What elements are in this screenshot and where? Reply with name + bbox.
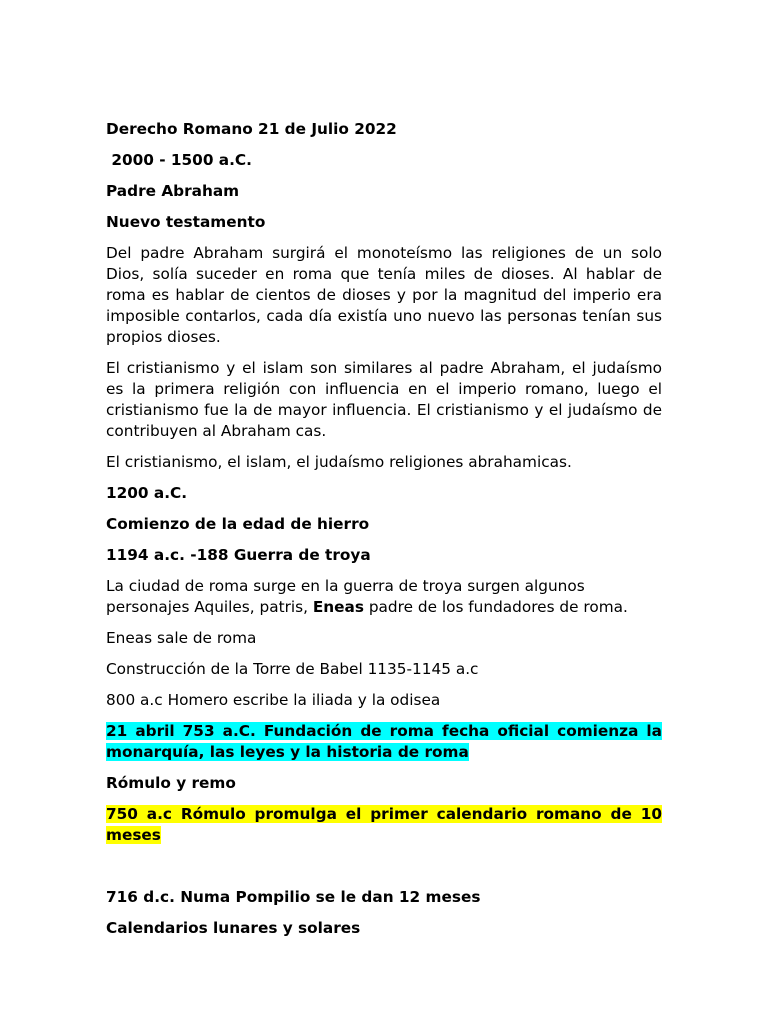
highlight-fundacion-text: 21 abril 753 a.C. Fundación de roma fecha oficial comienza la monarquía, las leyes y la historia de roma xyxy=(106,722,662,761)
paragraph-cristianismo: El cristianismo y el islam son similares al padre Abraham, el judaísmo es la primera religión con influencia en el imperio romano, luego el cristianismo fue la de mayor influencia. El cristianismo y el judaísmo de contribuyen al Abraham cas. xyxy=(106,359,662,440)
paragraph-babel: Construcción de la Torre de Babel 1135-1145 a.c xyxy=(106,660,479,678)
paragraph-eneas: Eneas sale de roma xyxy=(106,629,257,647)
heading-numa-pompilio: 716 d.c. Numa Pompilio se le dan 12 meses xyxy=(106,888,481,906)
paragraph-abrahamicas: El cristianismo, el islam, el judaísmo religiones abrahamicas. xyxy=(106,453,572,471)
date-range-heading: 2000 - 1500 a.C. xyxy=(106,151,252,169)
highlight-calendario xyxy=(106,804,662,846)
heading-edad-hierro: Comienzo de la edad de hierro xyxy=(106,515,370,533)
heading-romulo-remo: Rómulo y remo xyxy=(106,774,236,792)
paragraph-troya-start: La ciudad de roma surge en la guerra de troya surgen algunos personajes Aquiles, patris, xyxy=(106,577,585,616)
paragraph-troya xyxy=(106,576,662,618)
paragraph-homero: 800 a.c Homero escribe la iliada y la odisea xyxy=(106,691,441,709)
heading-nuevo-testamento: Nuevo testamento xyxy=(106,213,266,231)
highlight-fundacion xyxy=(106,721,662,763)
heading-calendarios: Calendarios lunares y solares xyxy=(106,919,361,937)
heading-1200: 1200 a.C. xyxy=(106,484,188,502)
highlight-calendario-text: 750 a.c Rómulo promulga el primer calendario romano de 10 meses xyxy=(106,805,662,844)
blank-line xyxy=(106,856,662,877)
document-title: Derecho Romano 21 de Julio 2022 xyxy=(106,120,397,138)
paragraph-troya-eneas: Eneas xyxy=(312,598,364,616)
document-page xyxy=(106,119,662,949)
heading-guerra-troya: 1194 a.c. -188 Guerra de troya xyxy=(106,546,371,564)
paragraph-monoteismo: Del padre Abraham surgirá el monoteísmo las religiones de un solo Dios, solía suceder en roma que tenía miles de dioses. Al hablar de roma es hablar de cientos de dioses y por la magnitud del imperio era imposible contarlos, cada día existía uno nuevo las personas tenían sus propios dioses. xyxy=(106,244,662,346)
heading-padre-abraham: Padre Abraham xyxy=(106,182,240,200)
paragraph-troya-end: padre de los fundadores de roma. xyxy=(363,598,628,616)
